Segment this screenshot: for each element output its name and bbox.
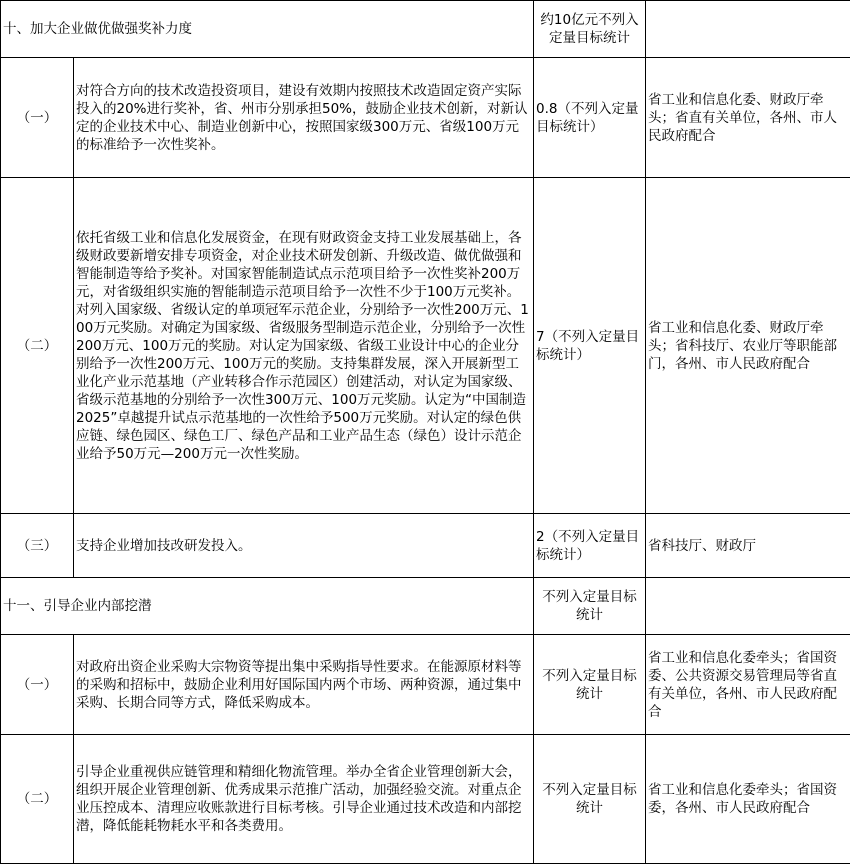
item-responsible: 省工业和信息化委、财政厅牵头；省科技厅、农业厅等职能部门，各州、市人民政府配合 (646, 178, 850, 514)
section-responsible (646, 1, 850, 58)
item-description: 依托省级工业和信息化发展资金，在现有财政资金支持工业发展基础上，各级财政要新增安排专项资金，对企业技术研发创新、升级改造、做优做强和智能制造等给予奖补。对国家智能制造试点示范项目给予一次性奖补200万元，对省级组织实施的智能制造示范项目给予一次性不少于100万元奖补。对列入国家级、省级认定的单项冠军示范企业，分别给予一次性200万元、100万元奖励。对确定为国家级、省级服务型制造示范企业，分别给予一次性200万元、100万元的奖励。对认定为国家级、省级工业设计中心的企业分别给予一次性200万元、100万元的奖励。支持集群发展，深入开展新型工业化产业示范基地（产业转移合作示范园区）创建活动，对认定为国家级、省级示范基地的分别给予一次性300万元、100万元奖励。认定为“中国制造2025”卓越提升试点示范基地的一次性给予500万元奖励。对认定的绿色供应链、绿色园区、绿色工厂、绿色产品和工业产品生态（绿色）设计示范企业给予50万元—200万元一次性奖励。 (74, 178, 534, 514)
section-amount: 约10亿元不列入定量目标统计 (534, 1, 646, 58)
item-description: 对符合方向的技术改造投资项目，建设有效期内按照技术改造固定资产实际投入的20%进行奖补，省、州市分别承担50%，鼓励企业技术创新，对新认定的企业技术中心、制造业创新中心，按照国家级300万元、省级100万元的标准给予一次性奖补。 (74, 58, 534, 178)
item-description: 对政府出资企业采购大宗物资等提出集中采购指导性要求。在能源原材料等的采购和招标中，鼓励企业利用好国际国内两个市场、两种资源，通过集中采购、长期合同等方式，降低采购成本。 (74, 635, 534, 735)
section-title: 十一、引导企业内部挖潜 (1, 578, 534, 635)
item-index: （一） (1, 58, 74, 178)
section-title: 十、加大企业做优做强奖补力度 (1, 1, 534, 58)
item-index: （二） (1, 735, 74, 864)
section-row (1, 1, 850, 58)
item-description: 支持企业增加技改研发投入。 (74, 514, 534, 578)
section-responsible (646, 578, 850, 635)
item-responsible: 省科技厅、财政厅 (646, 514, 850, 578)
item-row (1, 514, 850, 578)
item-index: （二） (1, 178, 74, 514)
item-responsible: 省工业和信息化委牵头；省国资委，各州、市人民政府配合 (646, 735, 850, 864)
item-index: （一） (1, 635, 74, 735)
item-row (1, 178, 850, 514)
item-amount: 2（不列入定量目标统计） (534, 514, 646, 578)
item-description: 引导企业重视供应链管理和精细化物流管理。举办全省企业管理创新大会，组织开展企业管理创新、优秀成果示范推广活动，加强经验交流。对重点企业压控成本、清理应收账款进行目标考核。引导企业通过技术改造和内部挖潜，降低能耗物耗水平和各类费用。 (74, 735, 534, 864)
item-row (1, 735, 850, 864)
item-amount: 7（不列入定量目标统计） (534, 178, 646, 514)
item-amount: 不列入定量目标统计 (534, 735, 646, 864)
item-row (1, 58, 850, 178)
item-index: （三） (1, 514, 74, 578)
section-amount: 不列入定量目标统计 (534, 578, 646, 635)
section-row (1, 578, 850, 635)
item-responsible: 省工业和信息化委、财政厅牵头；省直有关单位，各州、市人民政府配合 (646, 58, 850, 178)
item-responsible: 省工业和信息化委牵头；省国资委、公共资源交易管理局等省直有关单位，各州、市人民政府配合 (646, 635, 850, 735)
item-row (1, 635, 850, 735)
item-amount: 0.8（不列入定量目标统计） (534, 58, 646, 178)
item-amount: 不列入定量目标统计 (534, 635, 646, 735)
